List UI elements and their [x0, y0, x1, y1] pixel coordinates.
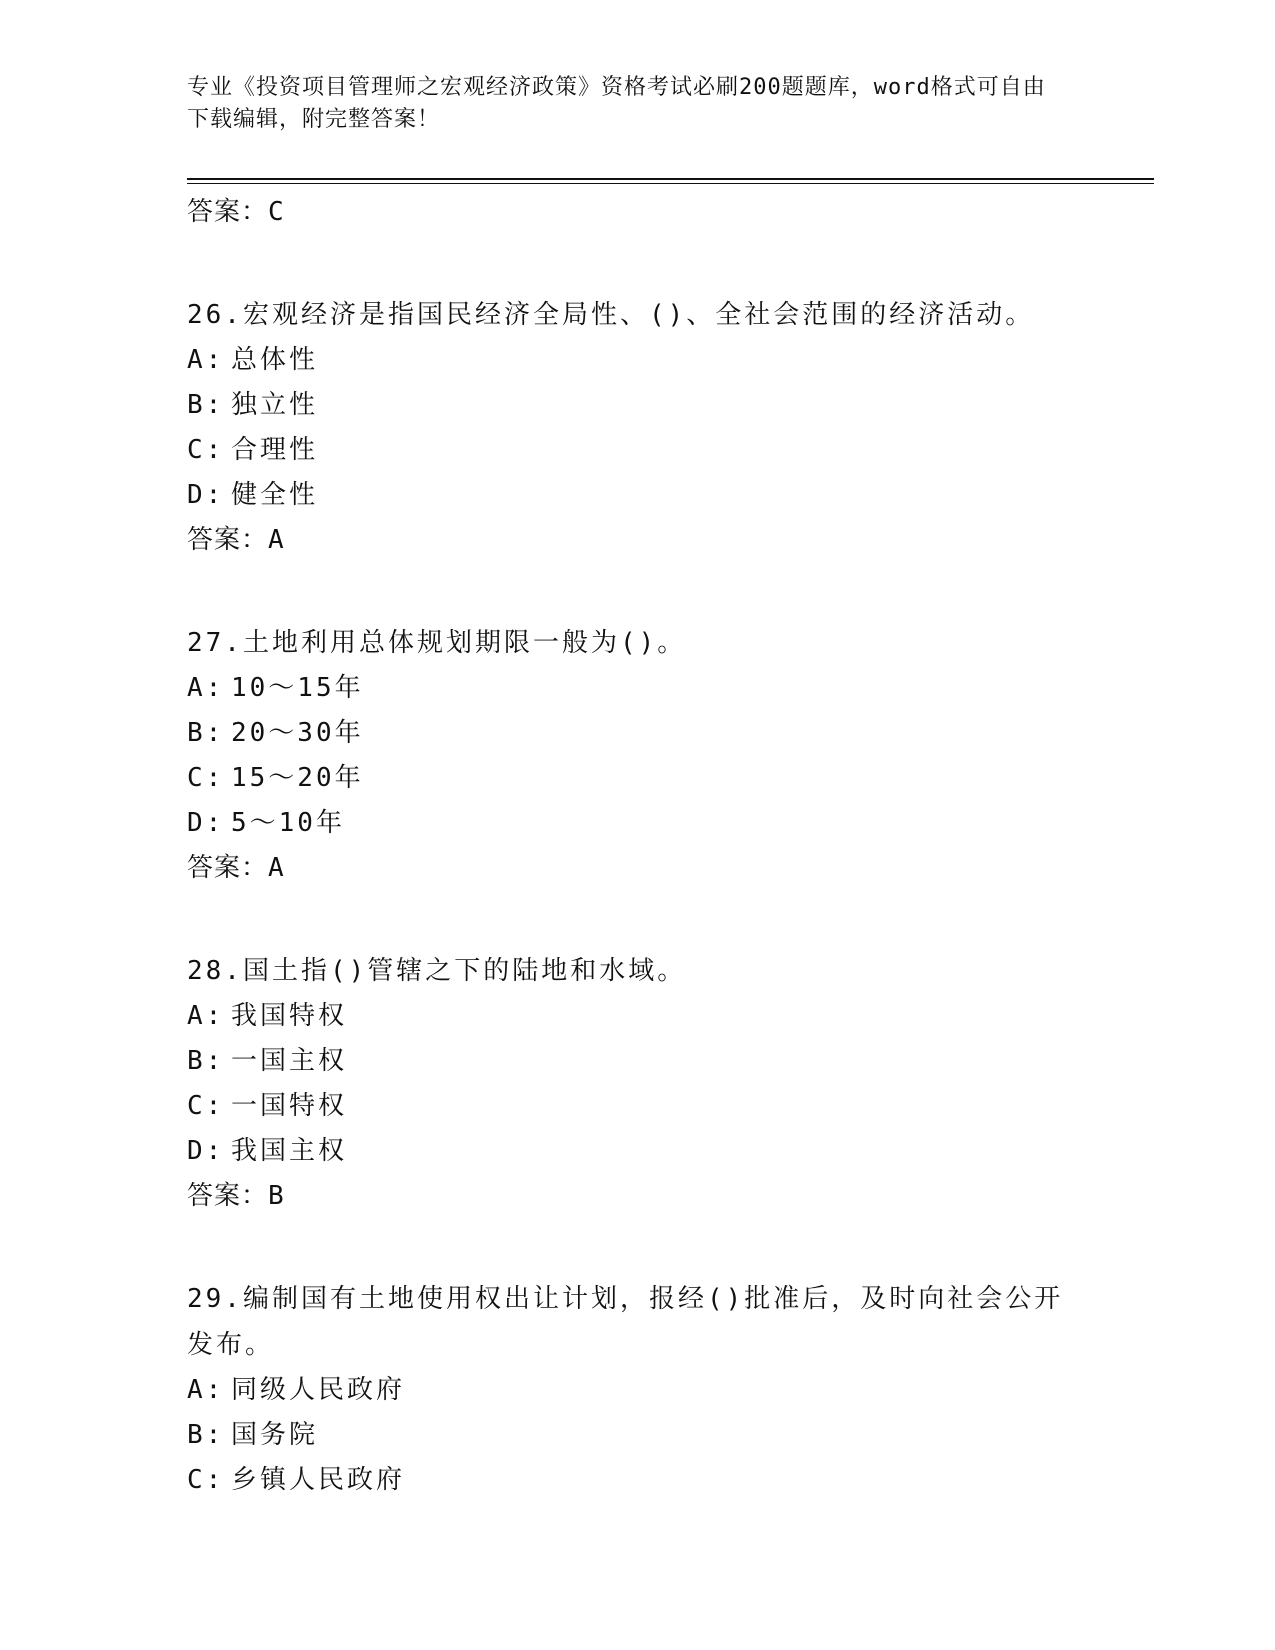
- question-list: [187, 190, 1087, 1503]
- option-text: 一国特权: [231, 1091, 348, 1121]
- header-divider-thin: [187, 183, 1154, 184]
- answer-value: A: [268, 525, 285, 555]
- option-key: D:: [187, 808, 225, 838]
- option-text: 总体性: [231, 345, 319, 375]
- option-text: 同级人民政府: [231, 1375, 406, 1405]
- option-key: B:: [187, 718, 225, 748]
- option-text: 健全性: [231, 480, 319, 510]
- option-text: 10～15年: [231, 673, 364, 703]
- option-text: 乡镇人民政府: [231, 1465, 406, 1495]
- option-key: D:: [187, 1136, 225, 1166]
- answer-line: [187, 518, 1087, 562]
- option-text: 15～20年: [231, 763, 364, 793]
- option-key: A:: [187, 1001, 225, 1031]
- question-stem: 28.国土指()管辖之下的陆地和水域。: [187, 956, 687, 986]
- option-text: 国务院: [231, 1420, 319, 1450]
- option-key: C:: [187, 763, 225, 793]
- option-key: C:: [187, 1091, 225, 1121]
- option-key: B:: [187, 1046, 225, 1076]
- option-a: [187, 666, 1087, 711]
- option-b: [187, 383, 1087, 428]
- question-stem: 26.宏观经济是指国民经济全局性、()、全社会范围的经济活动。: [187, 300, 1035, 330]
- option-d: [187, 1129, 1087, 1174]
- option-key: B:: [187, 1420, 225, 1450]
- option-b: [187, 711, 1087, 756]
- option-key: D:: [187, 480, 225, 510]
- header-divider-thick: [187, 178, 1154, 180]
- answer-line: [187, 190, 1087, 234]
- question-stem: 29.编制国有土地使用权出让计划，报经()批准后，及时向社会公开发布。: [187, 1284, 1064, 1360]
- option-key: C:: [187, 435, 225, 465]
- document-header: 专业《投资项目管理师之宏观经济政策》资格考试必刷200题题库，word格式可自由下载编辑，附完整答案！: [187, 75, 1046, 132]
- answer-line: [187, 1174, 1087, 1218]
- answer-label: 答案：: [187, 853, 269, 883]
- option-c: [187, 1084, 1087, 1129]
- option-d: [187, 801, 1087, 846]
- option-text: 独立性: [231, 390, 319, 420]
- answer-label: 答案：: [187, 525, 269, 555]
- answer-label: 答案：: [187, 1181, 269, 1211]
- answer-label: 答案：: [187, 197, 269, 227]
- option-text: 我国主权: [231, 1136, 348, 1166]
- option-a: [187, 994, 1087, 1039]
- option-key: A:: [187, 1375, 225, 1405]
- option-key: A:: [187, 345, 225, 375]
- option-c: [187, 756, 1087, 801]
- option-text: 合理性: [231, 435, 319, 465]
- option-text: 20～30年: [231, 718, 364, 748]
- option-a: [187, 1368, 1087, 1413]
- answer-value: C: [268, 197, 285, 227]
- answer-value: B: [268, 1181, 285, 1211]
- option-a: [187, 338, 1087, 383]
- option-d: [187, 473, 1087, 518]
- answer-value: A: [268, 853, 285, 883]
- option-text: 一国主权: [231, 1046, 348, 1076]
- answer-line: [187, 846, 1087, 890]
- option-b: [187, 1039, 1087, 1084]
- option-key: B:: [187, 390, 225, 420]
- question-stem: 27.土地利用总体规划期限一般为()。: [187, 628, 687, 658]
- option-text: 我国特权: [231, 1001, 348, 1031]
- option-c: [187, 428, 1087, 473]
- option-key: C:: [187, 1465, 225, 1495]
- option-c: [187, 1458, 1087, 1503]
- option-text: 5～10年: [231, 808, 345, 838]
- option-b: [187, 1413, 1087, 1458]
- option-key: A:: [187, 673, 225, 703]
